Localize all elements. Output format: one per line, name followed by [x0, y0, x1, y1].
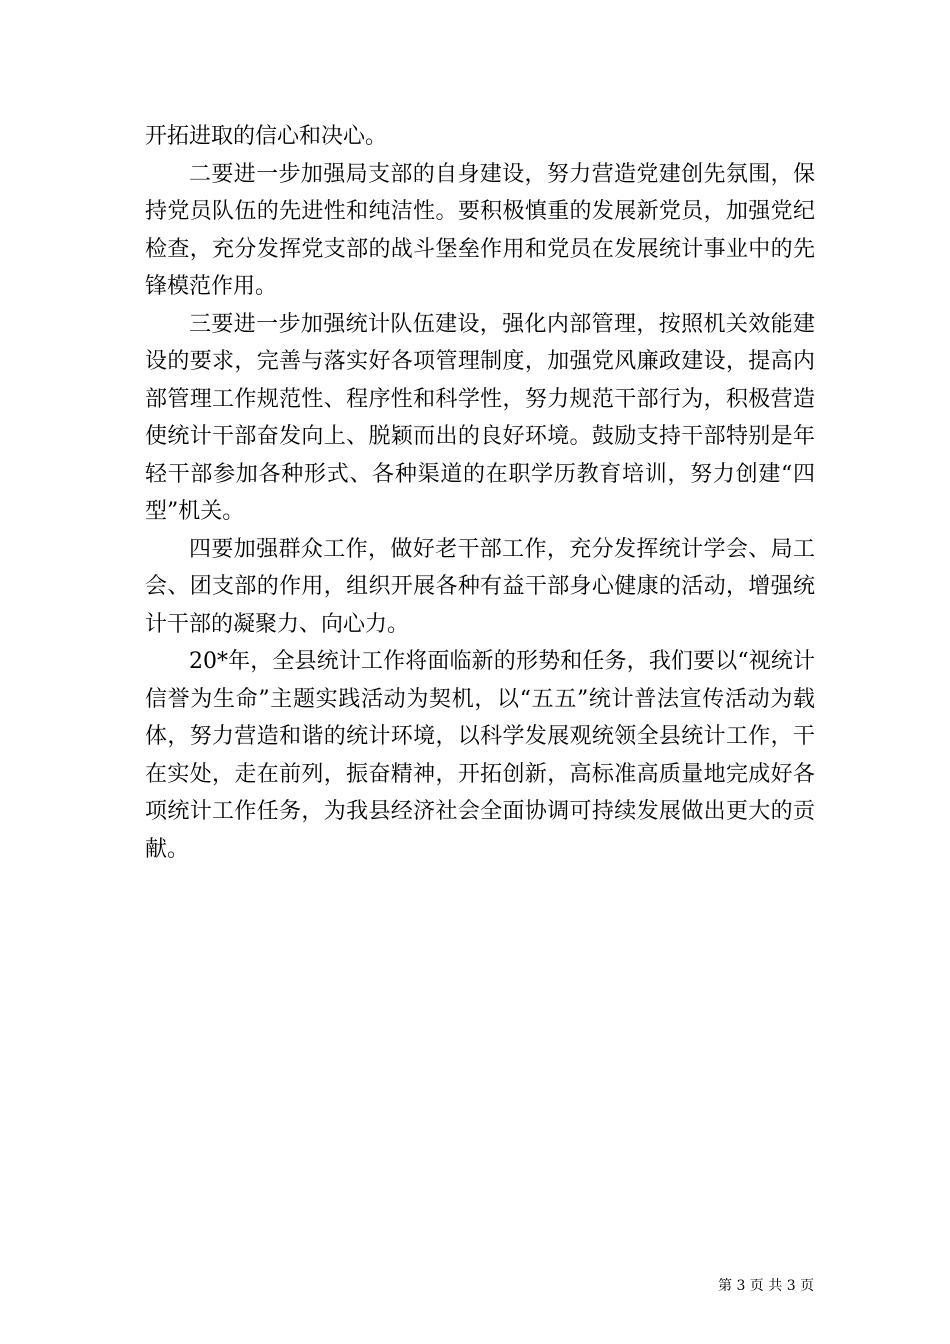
paragraph-continuation: 开拓进取的信心和决心。 — [145, 124, 388, 149]
document-body — [145, 118, 815, 868]
paragraph-outlook: 20*年，全县统计工作将面临新的形势和任务，我们要以“视统计信誉为生命”主题实践活动为契机，以“五五”统计普法宣传活动为载体，努力营造和谐的统计环境，以科学发展观统领全县统计工作，干在实处，走在前列，振奋精神，开拓创新，高标准高质量地完成好各项统计工作任务，为我县经济社会全面协调可持续发展做出更大的贡献。 — [145, 649, 815, 862]
paragraph-party-branch: 二要进一步加强局支部的自身建设，努力营造党建创先氛围，保持党员队伍的先进性和纯洁性。要积极慎重的发展新党员，加强党纪检查，充分发挥党支部的战斗堡垒作用和党员在发展统计事业中的先锋模范作用。 — [145, 161, 815, 299]
paragraph-mass-work: 四要加强群众工作，做好老干部工作，充分发挥统计学会、局工会、团支部的作用，组织开展各种有益干部身心健康的活动，增强统计干部的凝聚力、向心力。 — [145, 536, 815, 637]
paragraph-team-building: 三要进一步加强统计队伍建设，强化内部管理，按照机关效能建设的要求，完善与落实好各项管理制度，加强党风廉政建设，提高内部管理工作规范性、程序性和科学性，努力规范干部行为，积极营造使统计干部奋发向上、脱颖而出的良好环境。鼓励支持干部特别是年轻干部参加各种形式、各种渠道的在职学历教育培训，努力创建“四型”机关。 — [145, 311, 815, 524]
page-number-footer: 第 3 页 共 3 页 — [718, 1278, 815, 1294]
